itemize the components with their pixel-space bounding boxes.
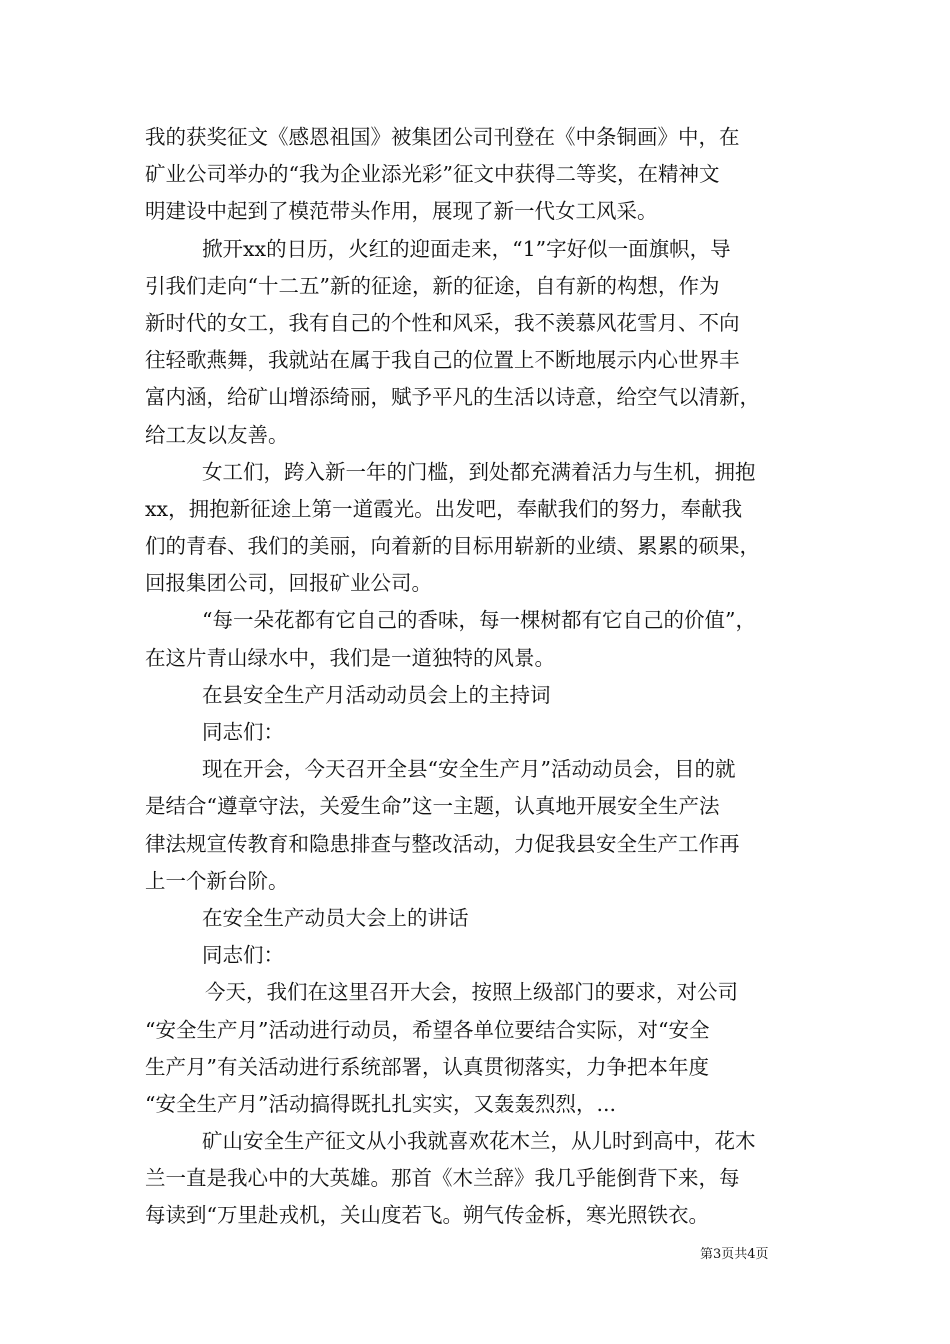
text-line: 现在开会，今天召开全县“安全生产月”活动动员会，目的就 (202, 757, 736, 782)
text-line: 明建设中起到了模范带头作用，展现了新一代女工风采。 (145, 199, 658, 224)
page-number: 第3页共4页 (700, 1247, 769, 1262)
text-line: 生产月”有关活动进行系统部署，认真贯彻落实，力争把本年度 (145, 1054, 709, 1079)
text-line: “安全生产月”活动搞得既扎扎实实，又轰轰烈烈，... (145, 1091, 617, 1116)
text-line: 回报集团公司，回报矿业公司。 (145, 571, 432, 596)
text-line: 今天，我们在这里召开大会，按照上级部门的要求，对公司 (205, 980, 738, 1005)
text-line: “安全生产月”活动进行动员，希望各单位要结合实际，对“安全 (145, 1017, 710, 1042)
text-line: xx，拥抱新征途上第一道霞光。出发吧，奉献我们的努力，奉献我 (145, 496, 743, 521)
text-line: 我的获奖征文《感恩祖国》被集团公司刊登在《中条铜画》中，在 (145, 125, 740, 149)
text-line: 同志们： (202, 943, 284, 968)
text-line: 兰一直是我心中的大英雄。那首《木兰辞》我几乎能倒背下来，每 (145, 1166, 740, 1191)
text-line: 富内涵，给矿山增添绮丽，赋予平凡的生活以诗意，给空气以清新， (145, 385, 760, 410)
text-line: “每一朵花都有它自己的香味，每一棵树都有它自己的价值”， (202, 608, 756, 633)
text-line: 律法规宣传教育和隐患排查与整改活动，力促我县安全生产工作再 (145, 831, 740, 856)
text-line: 们的青春、我们的美丽，向着新的目标用崭新的业绩、累累的硕果， (145, 534, 760, 559)
text-line: 矿业公司举办的“我为企业添光彩”征文中获得二等奖，在精神文 (145, 162, 720, 187)
text-line: 在这片青山绿水中，我们是一道独特的风景。 (145, 645, 555, 670)
text-line: 同志们： (202, 720, 284, 744)
text-line: 矿山安全生产征文从小我就喜欢花木兰，从儿时到高中，花木 (202, 1129, 756, 1154)
text-line: 是结合“遵章守法，关爱生命”这一主题，认真地开展安全生产法 (145, 794, 720, 819)
text-line: 每读到“万里赴戎机，关山度若飞。朔气传金柝，寒光照铁衣。 (145, 1203, 709, 1228)
text-line: 引我们走向“十二五”新的征途，新的征途，自有新的构想，作为 (145, 273, 720, 298)
text-line: 上一个新台阶。 (145, 868, 289, 893)
text-line: 往轻歌燕舞，我就站在属于我自己的位置上不断地展示内心世界丰 (145, 348, 740, 373)
text-line: 在安全生产动员大会上的讲话 (202, 905, 469, 930)
text-line: 新时代的女工，我有自己的个性和风采，我不羡慕风花雪月、不向 (145, 310, 740, 335)
text-line: 女工们，跨入新一年的门槛，到处都充满着活力与生机，拥抱 (202, 459, 756, 484)
document-body (145, 119, 825, 1235)
text-line: 掀开xx的日历，火红的迎面走来，“1”字好似一面旗帜，导 (202, 236, 731, 261)
text-line: 在县安全生产月活动动员会上的主持词 (202, 682, 551, 707)
text-line: 给工友以友善。 (145, 422, 289, 447)
